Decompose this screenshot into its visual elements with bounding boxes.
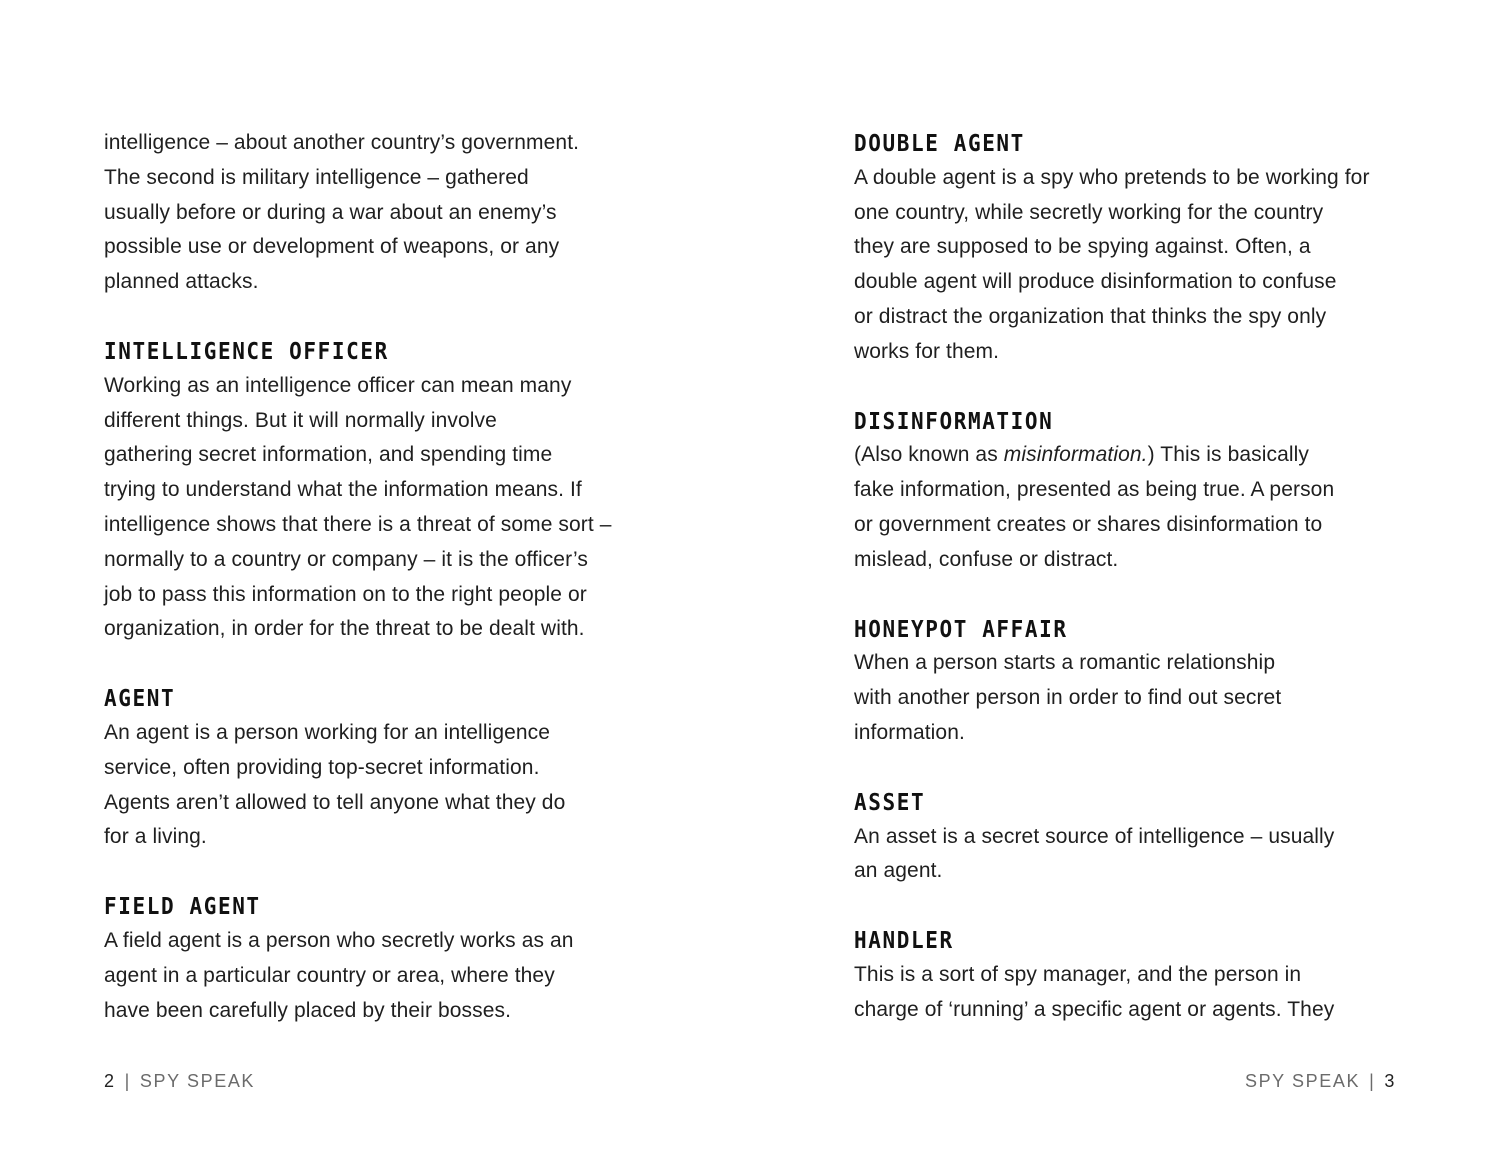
text-line: works for them. (854, 339, 1000, 363)
text-line: A double agent is a spy who pretends to be working for (854, 165, 1370, 189)
text-line: possible use or development of weapons, or any (104, 235, 560, 259)
text-line: This is a sort of spy manager, and the person in (854, 962, 1302, 986)
text-line: planned attacks. (104, 270, 259, 294)
text-line: an agent. (854, 859, 943, 883)
footer-separator: | (124, 1071, 131, 1091)
text-run: (Also known as (854, 443, 1004, 467)
page-number: 3 (1384, 1071, 1396, 1091)
left-page-footer (104, 1071, 255, 1092)
term-heading: HONEYPOT AFFAIR (854, 615, 1068, 642)
intro-entry (104, 126, 664, 300)
text-line: The second is military intelligence – gathered (104, 165, 529, 189)
footer-separator: | (1369, 1071, 1376, 1091)
definition-paragraph (104, 924, 664, 1028)
text-line: Agents aren’t allowed to tell anyone what they do (104, 790, 566, 814)
text-line: intelligence – about another country’s government. (104, 131, 580, 154)
term-heading: INTELLIGENCE OFFICER (104, 337, 389, 365)
right-page-footer (1245, 1071, 1396, 1092)
text-line: organization, in order for the threat to be dealt with. (104, 617, 585, 641)
text-line: agent in a particular country or area, where they (104, 963, 555, 987)
running-title: SPY SPEAK (139, 1071, 256, 1091)
italic-term: misinformation. (1003, 443, 1148, 467)
text-line: When a person starts a romantic relationship (854, 651, 1276, 675)
text-line: different things. But it will normally involve (104, 408, 497, 432)
glossary-entry-agent (104, 681, 664, 855)
text-line: double agent will produce disinformation to confuse (854, 270, 1337, 294)
text-line: service, often providing top-secret information. (104, 755, 540, 779)
page-number: 2 (104, 1071, 116, 1091)
text-run: ) This is basically (1147, 443, 1310, 467)
left-column (104, 126, 664, 1028)
text-line (854, 438, 1414, 473)
glossary-entry-handler (854, 923, 1414, 1027)
text-line: with another person in order to find out secret (854, 686, 1282, 710)
definition-paragraph (854, 646, 1414, 750)
text-line: trying to understand what the information means. If (104, 478, 582, 502)
definition-paragraph (104, 369, 664, 647)
running-title: SPY SPEAK (1244, 1071, 1361, 1091)
term-heading: DISINFORMATION (854, 407, 1054, 434)
definition-paragraph (104, 716, 664, 855)
text-line: gathering secret information, and spending time (104, 443, 553, 467)
text-line: one country, while secretly working for the country (854, 200, 1324, 224)
right-page (750, 0, 1500, 1151)
definition-paragraph (854, 161, 1414, 370)
text-line: they are supposed to be spying against. Often, a (854, 235, 1311, 259)
glossary-entry-double-agent (854, 126, 1414, 370)
text-line: fake information, presented as being true. A person (854, 478, 1335, 502)
definition-paragraph (854, 438, 1414, 577)
definition-paragraph (854, 958, 1414, 1028)
text-line: or government creates or shares disinformation to (854, 512, 1323, 536)
glossary-entry-honeypot-affair (854, 612, 1414, 751)
text-line: have been carefully placed by their bosses. (104, 998, 512, 1022)
text-line: intelligence shows that there is a threat of some sort – (104, 512, 612, 536)
glossary-entry-intelligence-officer (104, 334, 664, 647)
text-line: or distract the organization that thinks the spy only (854, 304, 1327, 328)
text-line: normally to a country or company – it is the officer’s (104, 547, 588, 571)
term-heading: HANDLER (854, 926, 954, 954)
definition-paragraph (854, 820, 1414, 890)
text-line: for a living. (104, 825, 207, 849)
text-line: information. (854, 720, 965, 744)
text-line: An asset is a secret source of intelligence – usually (854, 824, 1335, 848)
right-column (854, 126, 1414, 1028)
glossary-entry-disinformation (854, 404, 1414, 578)
term-heading: DOUBLE AGENT (854, 129, 1025, 157)
text-line: An agent is a person working for an intelligence (104, 720, 551, 744)
term-heading: AGENT (104, 684, 176, 712)
text-line: mislead, confuse or distract. (854, 547, 1119, 571)
text-line: usually before or during a war about an enemy’s (104, 200, 557, 224)
term-heading: FIELD AGENT (104, 892, 261, 920)
text-line: charge of ‘running’ a specific agent or agents. They (854, 997, 1335, 1021)
glossary-entry-asset (854, 785, 1414, 889)
term-heading: ASSET (854, 788, 926, 816)
text-line: Working as an intelligence officer can mean many (104, 373, 572, 397)
text-line: A field agent is a person who secretly works as an (104, 928, 574, 952)
glossary-entry-field-agent (104, 889, 664, 1028)
text-line: job to pass this information on to the right people or (104, 582, 587, 606)
intro-paragraph (104, 126, 664, 300)
